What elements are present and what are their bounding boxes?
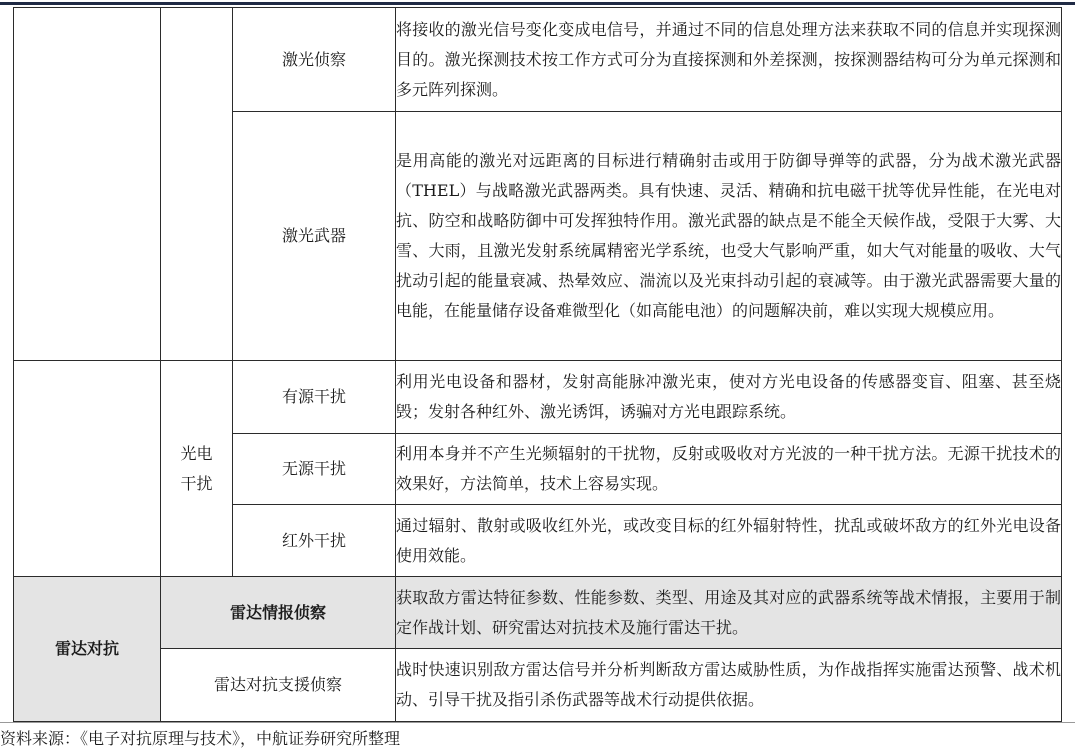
subcategory-line-2: 干扰	[180, 473, 213, 493]
table-row	[14, 361, 1062, 434]
table-row	[14, 8, 1062, 112]
item-name-radar-intel: 雷达情报侦察	[161, 577, 396, 649]
item-description-laser-weapon: 是用高能的激光对远距离的目标进行精确射击或用于防御导弹等的武器，分为战术激光武器（THEL）与战略激光武器两类。具有快速、灵活、精确和抗电磁干扰等优异性能，在光电对抗、防空和战略防御中可发挥独特作用。激光武器的缺点是不能全天候作战，受限于大雾、大雪、大雨，且激光发射系统属精密光学系统，也受大气影响严重，如大气对能量的吸收、大气扰动引起的能量衰减、热晕效应、湍流以及光束抖动引起的衰减等。由于激光武器需要大量的电能，在能量储存设备难微型化（如高能电池）的问题解决前，难以实现大规模应用。	[396, 112, 1062, 361]
item-name-laser-weapon: 激光武器	[233, 112, 396, 361]
subcategory-cell-continued	[161, 8, 233, 361]
item-name-radar-support: 雷达对抗支援侦察	[161, 649, 396, 722]
source-note: 资料来源：《电子对抗原理与技术》，中航证券研究所整理	[0, 729, 401, 748]
item-description-active-jamming: 利用光电设备和器材，发射高能脉冲激光束，使对方光电设备的传感器变盲、阻塞、甚至烧毁；发射各种红外、激光诱饵，诱骗对方光电跟踪系统。	[396, 361, 1062, 434]
item-description-laser-recon: 将接收的激光信号变化变成电信号，并通过不同的信息处理方法来获取不同的信息并实现探测目的。激光探测技术按工作方式可分为直接探测和外差探测，按探测器结构可分为单元探测和多元阵列探测。	[396, 8, 1062, 112]
category-cell-continued	[14, 8, 161, 361]
table-row	[14, 577, 1062, 649]
table-row	[14, 649, 1062, 722]
item-name-passive-jamming: 无源干扰	[233, 434, 396, 505]
item-name-laser-recon: 激光侦察	[233, 8, 396, 112]
item-description-radar-intel: 获取敌方雷达特征参数、性能参数、类型、用途及其对应的武器系统等战术情报，主要用于制定作战计划、研究雷达对抗技术及施行雷达干扰。	[396, 577, 1062, 649]
item-name-infrared-jamming: 红外干扰	[233, 505, 396, 577]
category-radar-countermeasure: 雷达对抗	[14, 577, 161, 722]
item-description-radar-support: 战时快速识别敌方雷达信号并分析判断敌方雷达威胁性质，为作战指挥实施雷达预警、战术机动、引导干扰及指引杀伤武器等战术行动提供依据。	[396, 649, 1062, 722]
item-description-infrared-jamming: 通过辐射、散射或吸收红外光，或改变目标的红外辐射特性，扰乱或破坏敌方的红外光电设备使用效能。	[396, 505, 1062, 577]
top-rule	[0, 2, 1075, 5]
bottom-rule	[0, 722, 1075, 723]
countermeasure-table	[13, 7, 1062, 722]
item-description-passive-jamming: 利用本身并不产生光频辐射的干扰物，反射或吸收对方光波的一种干扰方法。无源干扰技术的效果好，方法简单，技术上容易实现。	[396, 434, 1062, 505]
subcategory-line-1: 光电	[180, 443, 213, 463]
item-name-active-jamming: 有源干扰	[233, 361, 396, 434]
subcategory-optical-jamming	[161, 361, 233, 577]
category-cell-blank	[14, 361, 161, 577]
